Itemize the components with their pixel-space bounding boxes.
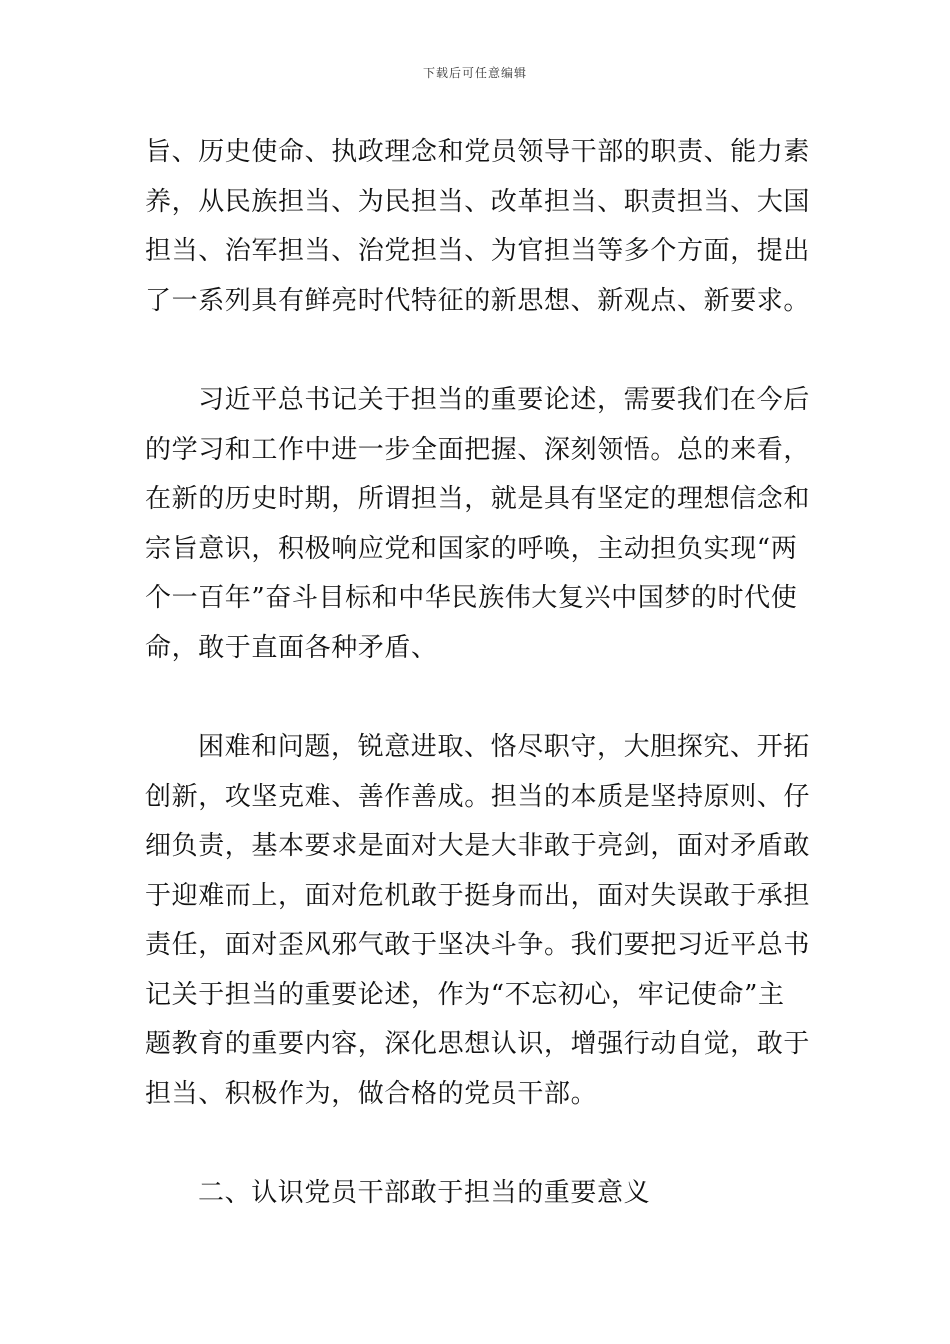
text-line: 创新，攻坚克难、善作善成。担当的本质是坚持原则、仔	[145, 781, 811, 812]
text-line: 担当、治军担当、治党担当、为官担当等多个方面，提出	[145, 236, 811, 266]
paragraph-gap	[145, 1119, 810, 1169]
paragraph-gap	[145, 673, 810, 723]
text-line: 困难和问题，锐意进取、恪尽职守，大胆探究、开拓	[198, 732, 810, 762]
section-heading	[145, 1169, 810, 1219]
text-line: 宗旨意识，积极响应党和国家的呼唤，主动担负实现“两	[145, 533, 798, 564]
paragraph-1	[145, 128, 810, 326]
text-line: 题教育的重要内容，深化思想认识，增强行动自觉，敢于	[145, 1029, 811, 1059]
text-line: 习近平总书记关于担当的重要论述，需要我们在今后	[198, 385, 810, 415]
document-body	[145, 128, 810, 1219]
section-heading-text: 二、认识党员干部敢于担当的重要意义	[198, 1178, 651, 1208]
text-line: 责任，面对歪风邪气敢于坚决斗争。我们要把习近平总书	[145, 930, 811, 960]
text-line: 旨、历史使命、执政理念和党员领导干部的职责、能力素	[145, 137, 811, 167]
text-line: 担当、积极作为，做合格的党员干部。	[145, 1078, 598, 1109]
paragraph-gap	[145, 326, 810, 376]
text-line: 在新的历史时期，所谓担当，就是具有坚定的理想信念和	[145, 484, 811, 514]
paragraph-3	[145, 723, 810, 1119]
page-header-note: 下载后可任意编辑	[422, 66, 527, 80]
text-line: 了一系列具有鲜亮时代特征的新思想、新观点、新要求。	[145, 285, 811, 316]
text-line: 个一百年”奋斗目标和中华民族伟大复兴中国梦的时代使	[145, 583, 798, 613]
text-line: 的学习和工作中进一步全面把握、深刻领悟。总的来看，	[145, 434, 811, 465]
paragraph-2	[145, 376, 810, 673]
text-line: 细负责，基本要求是面对大是大非敢于亮剑，面对矛盾敢	[145, 831, 811, 861]
text-line: 于迎难而上，面对危机敢于挺身而出，面对失误敢于承担	[145, 880, 811, 911]
text-line: 记关于担当的重要论述，作为“不忘初心，牢记使命”主	[145, 979, 785, 1010]
text-line: 命，敢于直面各种矛盾、	[145, 632, 438, 663]
text-line: 养，从民族担当、为民担当、改革担当、职责担当、大国	[145, 186, 811, 217]
